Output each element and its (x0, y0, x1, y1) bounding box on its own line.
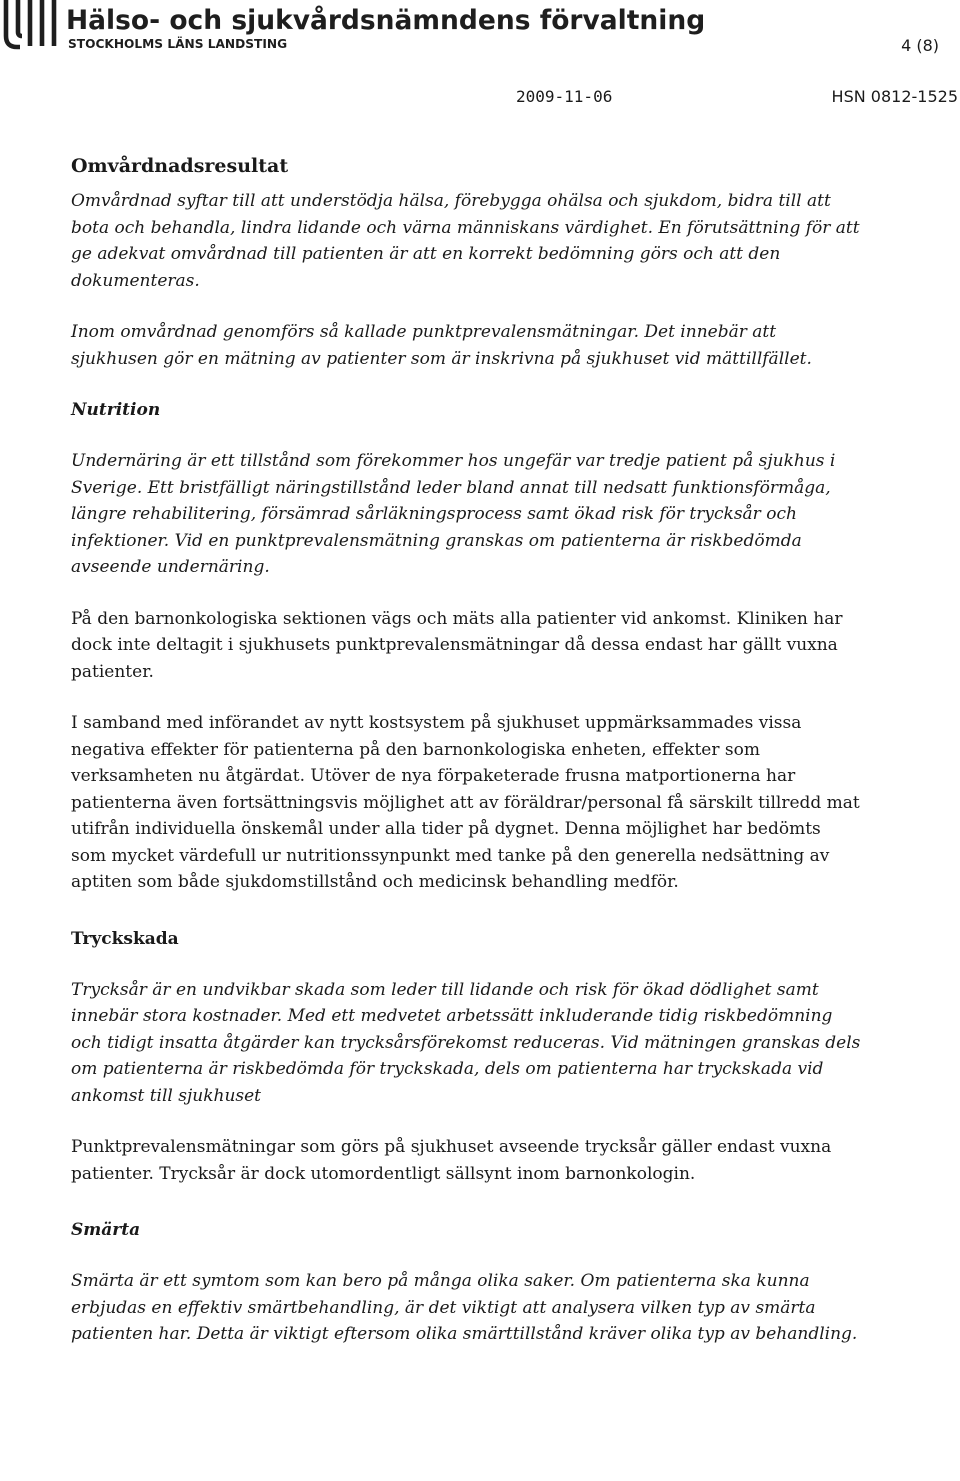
organization-subtitle: STOCKHOLMS LÄNS LANDSTING (68, 37, 288, 51)
document-reference: HSN 0812-1525 (831, 87, 958, 106)
nutrition-paragraph: I samband med införandet av nytt kostsystem på sjukhuset uppmärksammades vissa negativa effekter för patienterna på den barnonkologiska enheten, effekter som verksamheten nu åtgärdat. Utöver de nya förpaketerade frusna matportionerna har patienterna även fortsättningsvis möjlighet att av föräldrar/personal få särskilt tillredd mat utifrån individuella önskemål under alla tider på dygnet. Denna möjlighet har bedömts som mycket värdefull ur nutritionssynpunkt med tanke på den generella nedsättning av aptiten som både sjukdomstillstånd och medicinsk behandling medför. (71, 713, 860, 892)
nutrition-intro: Undernäring är ett tillstånd som förekommer hos ungefär var tredje patient på sjukhus i Sverige. Ett bristfälligt näringstillstånd leder bland annat till nedsatt funktionsförmåga, längre rehabilitering, försämrad sårläkningsprocess samt ökad risk för trycksår och infektioner. Vid en punktprevalensmätning granskas om patienterna är riskbedömda avseende undernäring. (71, 451, 836, 577)
nutrition-paragraph: På den barnonkologiska sektionen vägs och mäts alla patienter vid ankomst. Kliniken har dock inte deltagit i sjukhusets punktprevalensmätningar då dessa endast har gällt vuxna patienter. (71, 608, 843, 682)
subheading-smarta: Smärta (71, 1220, 141, 1240)
tryckskada-intro: Trycksår är en undvikbar skada som leder till lidande och risk för ökad dödlighet samt innebär stora kostnader. Med ett medvetet arbetssätt inkluderande tidig riskbedömning och tidigt insatta åtgärder kan trycksårsförekomst reduceras. Vid mätningen granskas dels om patienterna är riskbedömda för tryckskada, dels om patienterna har tryckskada vid ankomst till sjukhuset (71, 979, 861, 1106)
document-date: 2009-11-06 (516, 87, 613, 106)
subheading-nutrition: Nutrition (71, 400, 161, 420)
organization-name: Hälso- och sjukvårdsnämndens förvaltning (66, 5, 706, 36)
document-header (0, 0, 960, 60)
page-number: 4 (8) (901, 36, 939, 55)
subheading-tryckskada: Tryckskada (71, 928, 179, 949)
smarta-intro: Smärta är ett symtom som kan bero på många olika saker. Om patienterna ska kunna erbjudas en effektiv smärtbehandling, är det viktigt att analysera vilken typ av smärta patienten har. Detta är viktigt eftersom olika smärttillstånd kräver olika typ av behandling. (71, 1271, 858, 1344)
intro-paragraph: Inom omvårdnad genomförs så kallade punktprevalensmätningar. Det innebär att sjukhusen gör en mätning av patienter som är inskrivna på sjukhuset vid mättillfället. (71, 322, 812, 369)
section-title: Omvårdnadsresultat (71, 155, 289, 177)
document-body (71, 150, 861, 1348)
sll-logo-icon (0, 0, 64, 52)
tryckskada-paragraph: Punktprevalensmätningar som görs på sjukhuset avseende trycksår gäller endast vuxna patienter. Trycksår är dock utomordentligt sällsynt inom barnonkologin. (71, 1137, 832, 1184)
intro-paragraph: Omvårdnad syftar till att understödja hälsa, förebygga ohälsa och sjukdom, bidra till att bota och behandla, lindra lidande och värna människans värdighet. En förutsättning för att ge adekvat omvårdnad till patienten är att en korrekt bedömning görs och att den dokumenteras. (71, 191, 860, 291)
